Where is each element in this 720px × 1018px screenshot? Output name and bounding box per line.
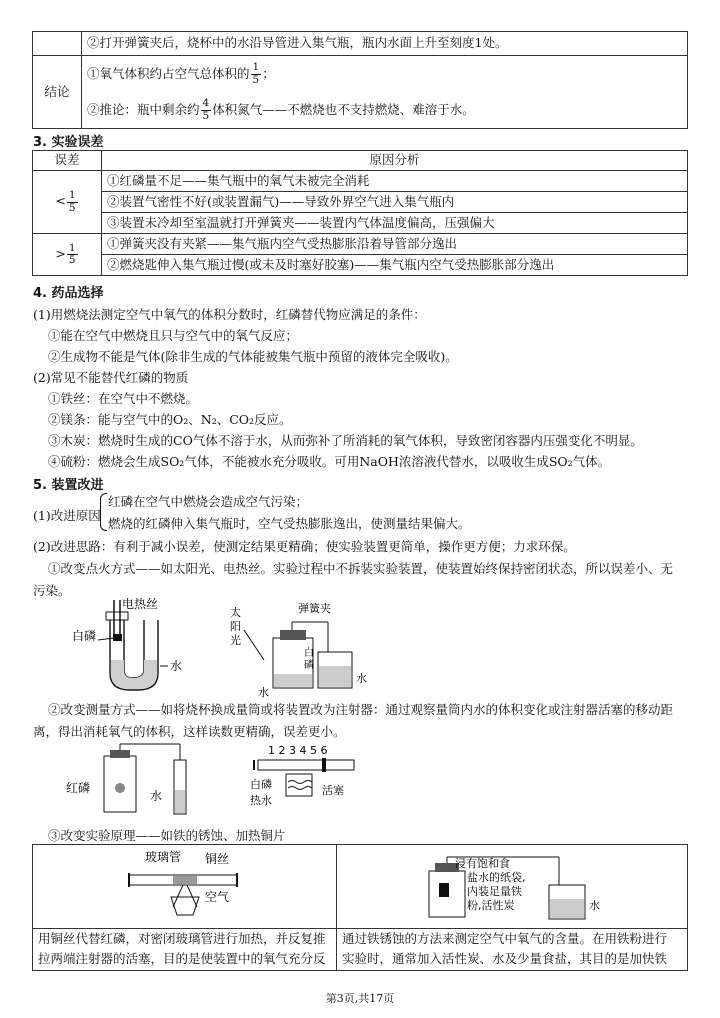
fig4-scale: 1 2 3 4 5 6 (268, 744, 328, 757)
error-low-cell: < $\frac{1}{5}$ (33, 171, 102, 234)
section-3-heading: 3. 实验误差 (33, 135, 104, 150)
high-reason-1: ①弹簧夹没有夹紧——集气瓶内空气受热膨胀沿着导管部分逸出 (102, 234, 688, 255)
section-5-heading: 5. 装置改进 (33, 478, 104, 493)
reason-col-header: 原因分析 (102, 151, 688, 171)
fig5-wire: 铜丝 (205, 852, 230, 866)
improve-idea: (2)改进思路：有利于减小误差，使测定结果更精确；使实验装置更简单，操作更方便；力求环保。 (33, 539, 576, 554)
reason-2: 燃烧的红磷伸入集气瓶时，空气受热膨胀逸出，使测量结果偏大。 (108, 516, 471, 531)
method-1-a: ①改变点火方式——如太阳光、电热丝。实验过程中不拆装实验装置，使装置始终保持密闭状态，所以误差小、无 (48, 561, 674, 576)
figure-cylinder (66, 740, 206, 820)
fig2-clamp: 弹簧夹 (298, 602, 331, 615)
method-1-b: 污染。 (33, 583, 71, 598)
sec4-line-3: ②生成物不能是气体(除非生成的气体能被集气瓶中预留的液体完全吸收)。 (48, 349, 458, 364)
sec4-line-1: (1)用燃烧法测定空气中氧气的体积分数时，红磷替代物应满足的条件： (33, 307, 426, 322)
sec4-line-5: ①铁丝：在空气中不燃烧。 (48, 391, 199, 406)
fig2-wp1: 白 (304, 648, 314, 659)
method-table (32, 844, 688, 971)
fig4-hot: 热水 (250, 794, 272, 807)
fraction: $\frac{1}{5}$ (68, 241, 76, 266)
fig4-piston: 活塞 (322, 784, 344, 797)
fraction: $\frac{1}{5}$ (68, 189, 76, 214)
conclusion-table (32, 31, 688, 129)
fig1-water-label: 水 (170, 659, 183, 673)
method-2-b: 离，得出消耗氧气的体积，这样读数更精确，误差更小。 (33, 724, 346, 739)
fig2-sun1: 太 (230, 606, 241, 619)
brace (100, 493, 107, 531)
low-reason-2: ②装置气密性不好(或装置漏气)——导致外界空气进入集气瓶内 (102, 192, 688, 213)
fig6-l2: 盐水的纸袋, (467, 871, 526, 884)
fig6-l3: 内装足量铁 (467, 885, 522, 898)
sec4-line-7: ③木炭：燃烧时生成的CO气体不溶于水，从而弥补了所消耗的氧气体积，导致密闭容器内压强变化不明显。 (48, 433, 643, 448)
fig6-l4: 粉,活性炭 (467, 899, 515, 912)
fraction: $\frac{1}{5}$ (252, 61, 260, 86)
fig2-water: 水 (258, 686, 269, 699)
fraction: $\frac{4}{5}$ (202, 97, 210, 122)
conclusion-line-2: ②推论：瓶中剩余约 $\frac{4}{5}$ 体积氮气——不燃烧也不支持燃烧、难溶于水。 (87, 97, 475, 122)
figure-u-tube (70, 598, 200, 698)
low-reason-1: ①红磷量不足——集气瓶中的氧气未被完全消耗 (102, 171, 688, 192)
section-4-heading: 4. 药品选择 (33, 286, 104, 301)
conclusion-label: 结论 (33, 56, 82, 129)
low-reason-3: ③装置未冷却至室温就打开弹簧夹——装置内气体温度偏高，压强偏大 (102, 213, 688, 234)
fig4-wp: 白磷 (250, 778, 272, 791)
error-col-header: 误差 (33, 151, 102, 171)
figure-sunlight (228, 600, 378, 700)
method-3: ③改变实验原理——如铁的锈蚀、加热铜片 (48, 828, 286, 843)
fig6-water: 水 (589, 899, 600, 912)
copper-text-cell: 用铜丝代替红磷，对密闭玻璃管进行加热，并反复推 拉两端注射器的活塞，目的是使装置中的氧气充分反 (33, 928, 337, 970)
figure-iron-rust (337, 845, 687, 923)
fig3-redp: 红磷 (66, 781, 91, 795)
conclusion-top-row: ②打开弹簧夹后，烧杯中的水沿导管进入集气瓶，瓶内水面上升至刻度1处。 (82, 32, 688, 56)
fig2-wp2: 磷 (304, 660, 314, 671)
error-high-cell: > $\frac{1}{5}$ (33, 234, 102, 276)
iron-text-cell: 通过铁锈蚀的方法来测定空气中氧气的含量。在用铁粉进行 实验时，通常加入活性炭、水及少量食盐，其目的是加快铁 (337, 928, 688, 970)
iron-figure-cell (337, 845, 688, 929)
sec4-line-4: (2)常见不能替代红磷的物质 (33, 370, 189, 385)
figure-copper (33, 845, 336, 923)
error-table (32, 150, 688, 276)
figure-syringe (250, 742, 380, 822)
fig2-water2: 水 (356, 672, 367, 685)
method-2-a: ②改变测量方式——如将烧杯换成量筒或将装置改为注射器：通过观察量筒内水的体积变化或注射器活塞的移动距 (48, 702, 674, 717)
copper-figure-cell (33, 845, 337, 929)
fig5-tube: 玻璃管 (145, 850, 182, 864)
conclusion-line-1: ①氧气体积约占空气总体积的 $\frac{1}{5}$ ； (87, 61, 275, 86)
sec4-line-2: ①能在空气中燃烧且只与空气中的氧气反应； (48, 328, 299, 343)
fig2-sun3: 光 (230, 634, 241, 647)
fig2-sun2: 阳 (230, 620, 241, 633)
fig5-air: 空气 (205, 890, 230, 904)
page-footer: 第3页,共17页 (325, 992, 395, 1005)
fig1-wire-label: 电热丝 (122, 598, 159, 611)
reason-1: 红磷在空气中燃烧会造成空气污染； (108, 494, 309, 509)
reason-label: (1)改进原因 (33, 508, 101, 523)
fig3-water: 水 (150, 789, 163, 803)
fig1-phosphorus-label: 白磷 (72, 629, 97, 643)
sec4-line-8: ④硫粉：燃烧会生成SO₂气体，不能被水充分吸收。可用NaOH浓溶液代替水，以吸收生成SO₂气体。 (48, 454, 611, 469)
high-reason-2: ②燃烧匙伸入集气瓶过慢(或未及时塞好胶塞)——集气瓶内空气受热膨胀部分逸出 (102, 255, 688, 276)
fig6-l1: 浸有饱和食 (455, 857, 510, 870)
sec4-line-6: ②镁条：能与空气中的O₂、N₂、CO₂反应。 (48, 412, 292, 427)
